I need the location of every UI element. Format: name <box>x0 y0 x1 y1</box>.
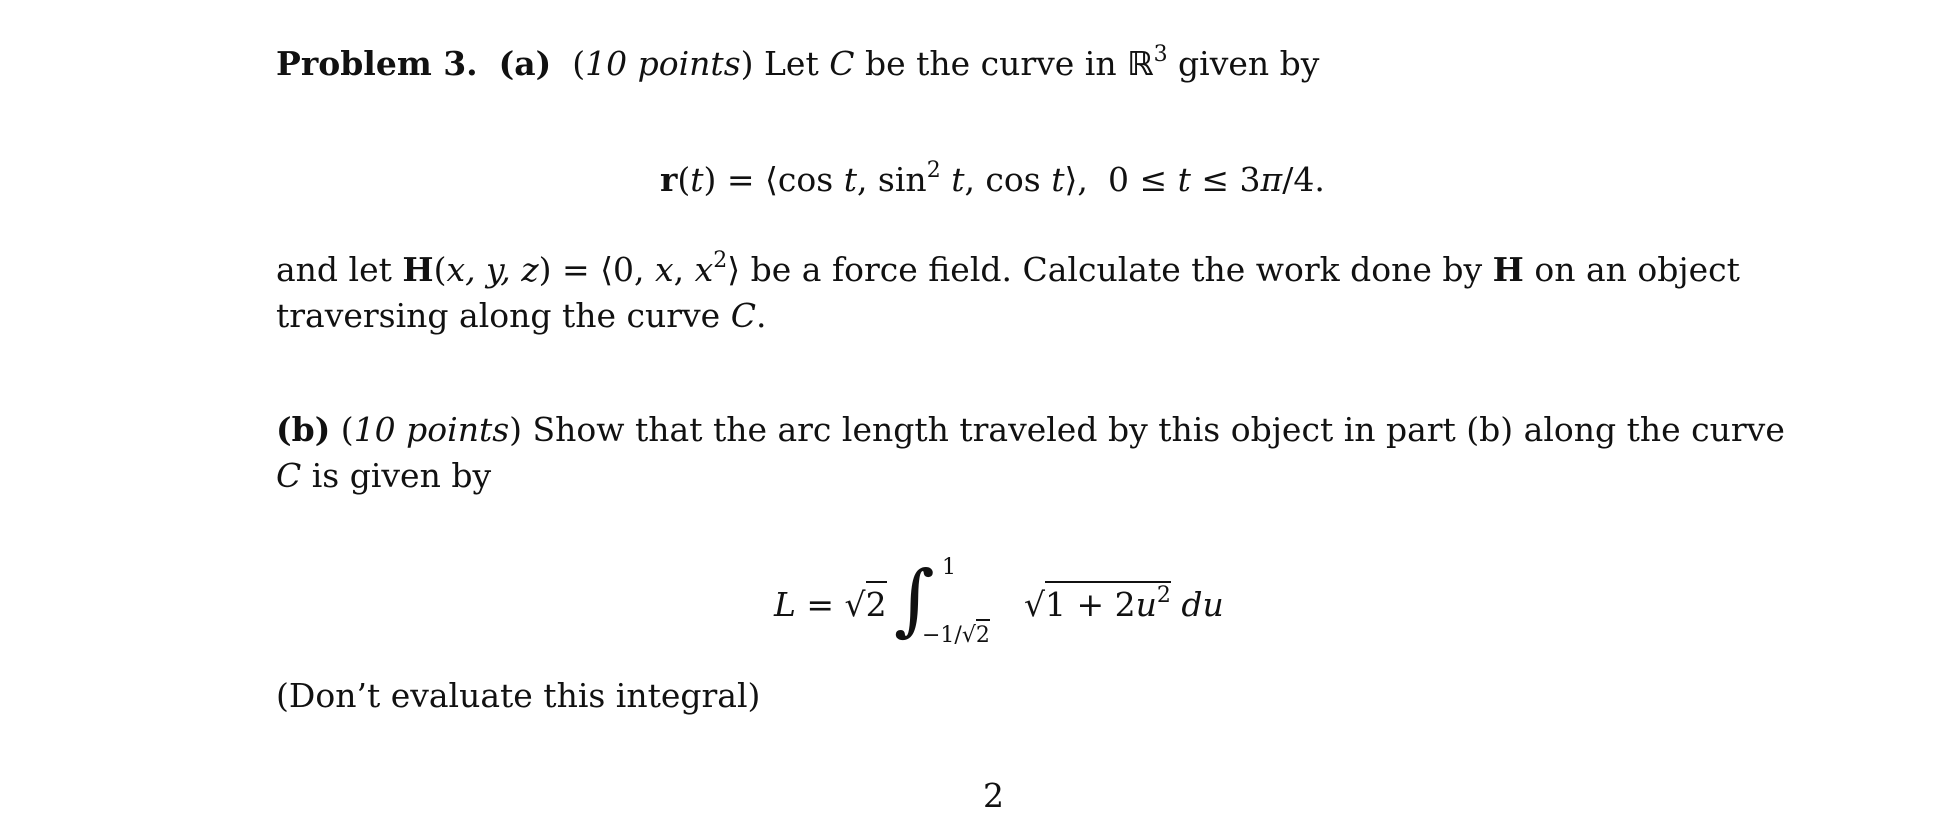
part-b-points: 10 points <box>353 410 510 449</box>
part-b-line1: (b) (10 points) Show that the arc length traveled by this object in part (b) along the curve <box>276 410 1785 449</box>
curve-range: 0 ≤ t ≤ 3π/4. <box>1108 160 1325 199</box>
problem-heading: Problem 3. <box>276 44 478 83</box>
evaluation-note: (Don’t evaluate this integral) <box>276 676 761 715</box>
page-number: 2 <box>983 776 1004 815</box>
field-description-line2: traversing along the curve C. <box>276 296 767 335</box>
field-description-line1: and let H(x, y, z) = ⟨0, x, $x^2⟩$ be a force field. Calculate the work done by H on an object <box>276 248 1740 289</box>
problem-heading-line: Problem 3. (a) (10 points) Let C be the curve in ℝ$^3$ given by <box>276 42 1320 83</box>
lower-limit: −1/√2 <box>922 623 990 648</box>
part-b-line2: C is given by <box>276 456 492 495</box>
part-b-label: (b) <box>276 410 331 449</box>
part-b-text: Show that the arc length traveled by this object in part (b) along the curve <box>532 410 1785 449</box>
part-a-points: 10 points <box>585 44 741 83</box>
upper-limit: 1 <box>942 555 956 580</box>
formula-lhs: L = √2 <box>774 585 887 624</box>
curve-equation: r(t) = ⟨cos t, $\sin^2 t$, cos t⟩, <box>660 158 1088 199</box>
part-a-label: (a) <box>498 44 552 83</box>
intro-text: Let C be the curve in ℝ$^3$ given by <box>764 42 1320 83</box>
integral-sign: ∫ <box>894 555 935 645</box>
arc-length-formula <box>774 555 1254 665</box>
integrand: $√1 + 2u^2$ du <box>1024 583 1224 624</box>
